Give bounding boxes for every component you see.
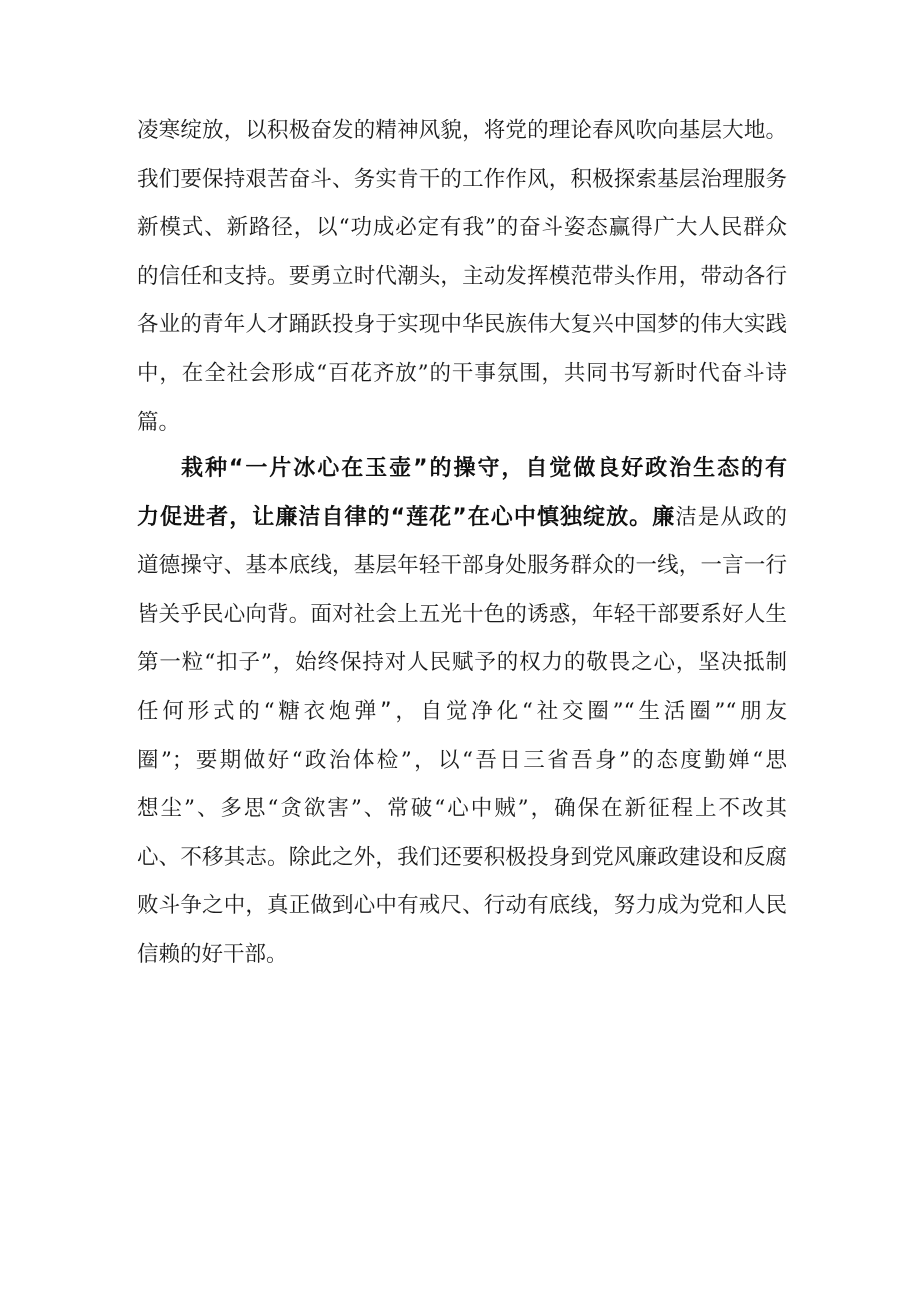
text-span: 任何形式的“糖衣炮 bbox=[137, 698, 355, 724]
text-line: 中，在全社会形成“百花齐放”的干事氛围，共同书写新时代奋斗诗 bbox=[137, 360, 787, 386]
text-line: 圈”；要期做好“政治体检”，以“吾日三省吾身”的态度勤婵“思 bbox=[137, 747, 787, 773]
paragraph-2 bbox=[137, 445, 787, 980]
paragraph-heading-cont: 力促进者，让廉洁自律的“莲花”在心中慎独绽放。廉 bbox=[137, 504, 676, 530]
text-line: 皆关乎民心向背。面对社会上五光十色的诱惑，年轻干部要系好人生 bbox=[137, 601, 787, 627]
text-line: 道德操守、基本底线，基层年轻干部身处服务群众的一线，一言一行 bbox=[137, 553, 787, 579]
text-line bbox=[137, 494, 787, 543]
text-line: 我们要保持艰苦奋斗、务实肯干的工作作风，积极探索基层治理服务 bbox=[137, 166, 787, 192]
paragraph-heading: 栽种“一片冰心在玉壶”的操守，自觉做良好政治生态的有 bbox=[181, 456, 787, 481]
text-line: 凌寒绽放，以积极奋发的精神风貌，将党的理论春风吹向基层大地。 bbox=[137, 118, 787, 143]
text-line: 败斗争之中，真正做到心中有戒尺、行动有底线，努力成为党和人民 bbox=[137, 893, 787, 919]
text-line: 信赖的好干部。 bbox=[137, 941, 288, 967]
text-line: 的信任和支持。要勇立时代潮头，主动发挥模范带头作用，带动各行 bbox=[137, 263, 787, 289]
text-line: 想尘”、多思“贪欲害”、常破“心中贼”，确保在新征程上不改其 bbox=[137, 796, 787, 822]
text-span: 弹” bbox=[354, 698, 392, 724]
text-span: ，自觉净化“社交圈”“生活圈”“朋友 bbox=[391, 698, 787, 724]
paragraph-1 bbox=[137, 107, 787, 447]
text-line: 心、不移其志。除此之外，我们还要积极投身到党风廉政建设和反腐 bbox=[137, 844, 787, 870]
text-line: 新模式、新路径，以“功成必定有我”的奋斗姿态赢得广大人民群众 bbox=[137, 215, 787, 241]
text-span: 洁是从政的 bbox=[675, 504, 787, 530]
text-line: 篇。 bbox=[137, 409, 181, 435]
text-line: 各业的青年人才踊跃投身于实现中华民族伟大复兴中国梦的伟大实践 bbox=[137, 312, 787, 338]
text-line bbox=[137, 688, 787, 737]
text-line: 第一粒“扣子”，始终保持对人民赋予的权力的敬畏之心，坚决抵制 bbox=[137, 650, 787, 676]
